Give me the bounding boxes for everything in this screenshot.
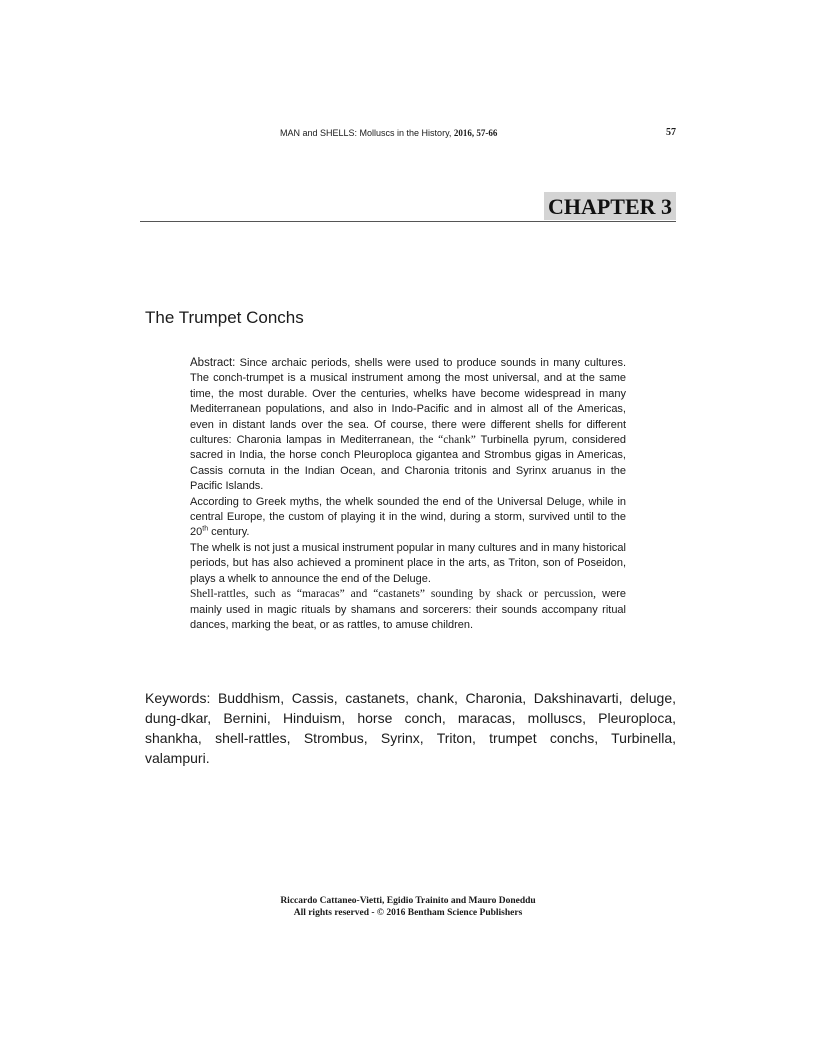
chapter-title: The Trumpet Conchs — [145, 308, 304, 327]
page-number: 57 — [666, 127, 676, 138]
abstract-label: Abstract: — [190, 357, 236, 369]
abstract-paragraph — [190, 495, 626, 541]
citation-pages: 2016, 57-66 — [453, 128, 498, 138]
abstract-paragraph — [190, 356, 626, 495]
keywords-label: Keywords: — [145, 690, 211, 706]
abstract-paragraph: The whelk is not just a musical instrument popular in many cultures and in many historical periods, but has also achieved a prominent place in the arts, as Triton, son of Poseidon, plays a whelk to announce the end of the Deluge. — [190, 541, 626, 585]
abstract-text: century. — [211, 526, 250, 539]
abstract-text: Shell-rattles, such as “maracas” and “castanets” sounding by shack or percussion, — [190, 588, 597, 601]
journal-citation — [280, 128, 497, 138]
abstract-text: were mainly used in magic rituals by shamans and sorcerers: their sounds accompany ritual dances, marking the beat, or as rattles, to amuse children. — [190, 588, 626, 631]
abstract-paragraph — [190, 587, 626, 633]
footer-rights: All rights reserved - © 2016 Bentham Science Publishers — [293, 908, 523, 918]
footer-authors: Riccardo Cattaneo-Vietti, Egidio Trainito and Mauro Doneddu — [280, 896, 536, 906]
abstract — [190, 356, 626, 633]
keywords — [145, 688, 676, 768]
abstract-text: Since archaic periods, shells were used to produce sounds in many cultures. The conch-trumpet is a musical instrument among the most universal, and at the same time, the most durable. Over the centuries, whelks have become widespread in many Mediterranean populations, and also in Indo-Pacific and in almost all of the Americas, even in distant lands over the sea. Of course, there were different shells for different cultures: Charonia lampas in Mediterranean, — [190, 357, 626, 447]
superscript-ordinal: th — [202, 525, 209, 533]
keywords-list: Buddhism, Cassis, castanets, chank, Charonia, Dakshinavarti, deluge, dung-dkar, Bernini, Hinduism, horse conch, maracas, molluscs, Pleuroploca, shankha, shell-rattles, Strombus, Syrinx, Triton, trumpet conchs, Turbinella, valampuri. — [145, 690, 677, 766]
chapter-divider — [140, 221, 676, 222]
abstract-chank: the “chank” — [419, 434, 476, 447]
abstract-text: Turbinella pyrum, considered sacred in India, the horse conch Pleuroploca gigantea and Strombus gigas in Americas, Cassis cornuta in the Indian Ocean, and Charonia tritonis and Syrinx aruanus in the Pacific Islands. — [190, 434, 626, 493]
journal-name: MAN and SHELLS: Molluscs in the History, — [280, 128, 452, 138]
abstract-text: According to Greek myths, the whelk sounded the end of the Universal Deluge, while in central Europe, the custom of playing it in the wind, during a storm, survived until to the 20 — [190, 495, 626, 539]
chapter-label: CHAPTER 3 — [544, 192, 676, 220]
footer — [140, 895, 676, 919]
running-header — [140, 126, 676, 142]
